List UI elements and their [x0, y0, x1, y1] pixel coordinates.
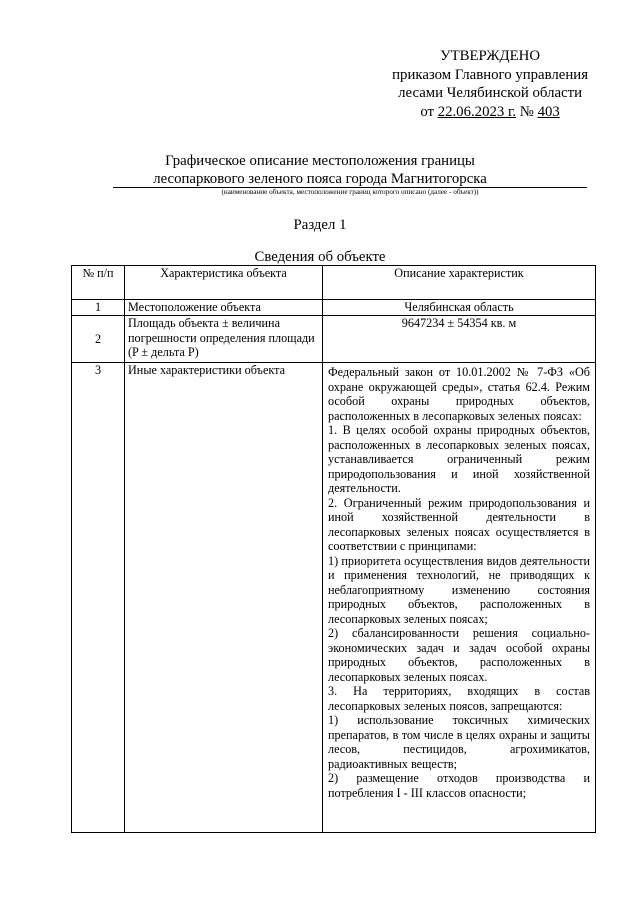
title-note: (наименование объекта, местоположение границ которого описано (далее - объект)) — [221, 188, 479, 196]
description-paragraph: 1. В целях особой охраны природных объектов, расположенных в лесопарковых зеленых поясах, устанавливается ограниченный режим природопользования и иной хозяйственной деятельности. — [328, 423, 590, 495]
description-paragraph: 2) размещение отходов производства и потребления I - III классов опасности; — [328, 771, 590, 800]
document-title — [100, 152, 540, 188]
approval-heading: УТВЕРЖДЕНО — [440, 48, 541, 64]
approval-number-prefix: № — [516, 103, 538, 120]
approval-number: 403 — [537, 103, 560, 120]
title-line-1: Графическое описание местоположения границы — [165, 153, 475, 169]
section-heading: Раздел 1 — [293, 217, 347, 233]
description-paragraph: 2) сбалансированности решения социально-экономических задач и задач особой охраны природных объектов, расположенных в лесопарковых зеленых поясах. — [328, 626, 590, 684]
table-row — [72, 363, 596, 833]
table-row — [72, 316, 596, 363]
description-paragraph: 3. На территориях, входящих в состав лесопарковых зеленых поясов, запрещаются: — [328, 684, 590, 713]
description-paragraph: Федеральный закон от 10.01.2002 № 7-ФЗ «Об охране окружающей среды», статья 62.4. Режим особой охраны природных объектов, расположенных в лесопарковых зеленых поясах: — [328, 365, 590, 423]
approval-date-prefix: от — [420, 103, 438, 120]
header-characteristic: Характеристика объекта — [125, 266, 323, 300]
row-num: 3 — [72, 363, 125, 833]
description-paragraph: 2. Ограниченный режим природопользования и иной хозяйственной деятельности в лесопарковых зеленых поясах осуществляется в соответствии с принципами: — [328, 495, 590, 553]
row-num: 2 — [72, 316, 125, 363]
table-header-row — [72, 266, 596, 300]
approval-date-line — [392, 103, 588, 122]
description-paragraph: 1) использование токсичных химических препаратов, в том числе в целях охраны и защиты лесов, пестицидов, агрохимикатов, радиоактивных веществ; — [328, 713, 590, 771]
object-info-table — [71, 265, 596, 833]
approval-line-2: лесами Челябинской области — [398, 85, 582, 101]
row-description: 9647234 ± 54354 кв. м — [323, 316, 596, 363]
approval-date: 22.06.2023 г. — [437, 103, 517, 120]
table-caption: Сведения об объекте — [254, 249, 386, 265]
header-description: Описание характеристик — [323, 266, 596, 300]
row-characteristic: Иные характеристики объекта — [125, 363, 323, 833]
row-description: Челябинская область — [323, 300, 596, 316]
row-description — [323, 363, 596, 833]
row-num: 1 — [72, 300, 125, 316]
title-line-2: лесопаркового зеленого пояса города Магнитогорска — [153, 171, 487, 187]
approval-stamp — [392, 47, 588, 121]
header-num: № п/п — [72, 266, 125, 300]
table-row — [72, 300, 596, 316]
row-characteristic: Площадь объекта ± величина погрешности определения площади (P ± дельта P) — [125, 316, 323, 363]
row-characteristic: Местоположение объекта — [125, 300, 323, 316]
approval-line-1: приказом Главного управления — [392, 66, 588, 83]
description-paragraph: 1) приоритета осуществления видов деятельности и применения технологий, не приводящих к неблагоприятному изменению состояния природных объектов, расположенных в лесопарковых зеленых поясах; — [328, 553, 590, 626]
